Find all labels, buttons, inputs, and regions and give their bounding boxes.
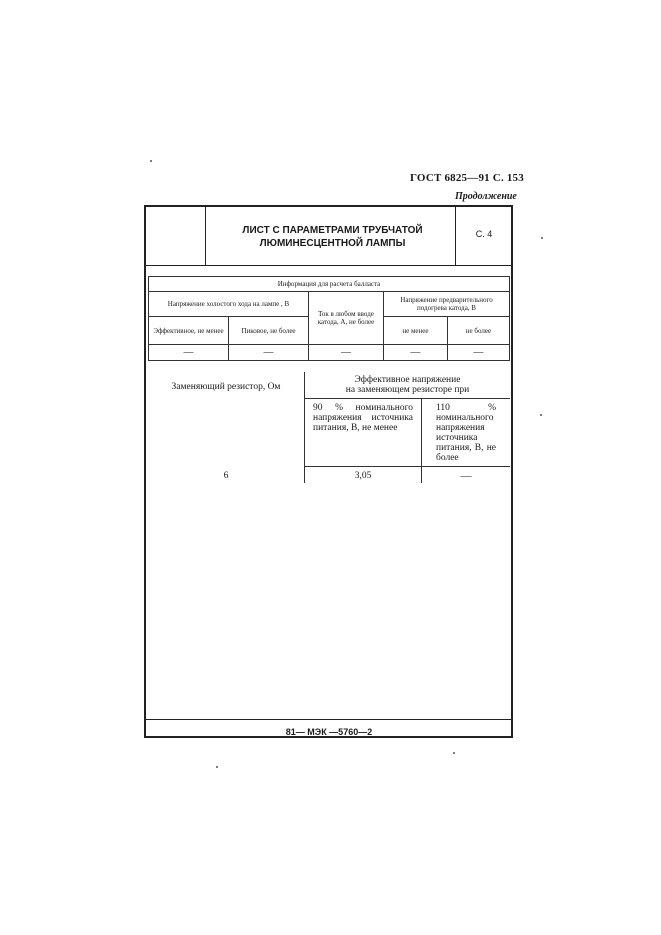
col-110-percent-header: 110 % номинального напряжения источника питания, В, не более — [422, 399, 511, 467]
scan-speck — [453, 752, 455, 754]
sheet-title-line-1: ЛИСТ С ПАРАМЕТРАМИ ТРУБЧАТОЙ — [242, 225, 423, 236]
preheat-max-header: не более — [447, 317, 509, 345]
sheet-page-number: С. 4 — [475, 229, 493, 239]
col-90-percent-header: 90 % номинального напряжения источника питания, В, не менее — [305, 399, 422, 467]
effective-voltage-header — [305, 372, 511, 399]
open-circuit-voltage-header: Напряжение холостого хода на лампе , В — [149, 292, 309, 317]
scan-speck — [150, 160, 152, 162]
preheat-min-header: не менее — [384, 317, 448, 345]
ballast-info-table — [148, 276, 510, 361]
footer-rule — [146, 719, 511, 720]
voltage-110-value: — — [422, 467, 511, 484]
ballast-value: — — [447, 345, 509, 361]
continued-label: Продолжение — [455, 191, 517, 202]
header-bottom-rule — [146, 265, 511, 266]
sheet-title-line-2: ЛЮМИНЕСЦЕНТНОЙ ЛАМПЫ — [259, 238, 406, 249]
ballast-value: — — [384, 345, 448, 361]
effective-voltage-line-2: на заменяющем резисторе при — [345, 385, 470, 395]
peak-max-header: Пиковое, не более — [229, 317, 309, 345]
effective-voltage-line-1: Эффективное напряжение — [354, 375, 461, 385]
ballast-caption: Информация для расчета балласта — [149, 277, 510, 292]
ballast-value: — — [149, 345, 229, 361]
voltage-90-value: 3,05 — [305, 467, 422, 484]
effective-min-header: Эффективное, не менее — [149, 317, 229, 345]
ballast-value: — — [309, 345, 384, 361]
resistor-value: 6 — [223, 470, 229, 481]
scan-speck — [540, 414, 542, 416]
lead-in-current-header: Ток в любом вводе катода, А, не более — [309, 292, 384, 345]
resistor-header: Заменяющий резистор, Ом — [171, 382, 281, 392]
sheet-title — [210, 224, 455, 250]
standard-reference: ГОСТ 6825—91 С. 153 — [410, 172, 524, 184]
footer-code: 81— МЭК —5760—2 — [285, 727, 373, 737]
resistor-table — [148, 372, 510, 483]
scan-speck — [216, 766, 218, 768]
ballast-value: — — [229, 345, 309, 361]
preheat-voltage-header: Напряжение предварительного подогрева катода, В — [384, 292, 510, 317]
header-divider-left — [205, 207, 206, 265]
scan-speck — [541, 237, 543, 239]
